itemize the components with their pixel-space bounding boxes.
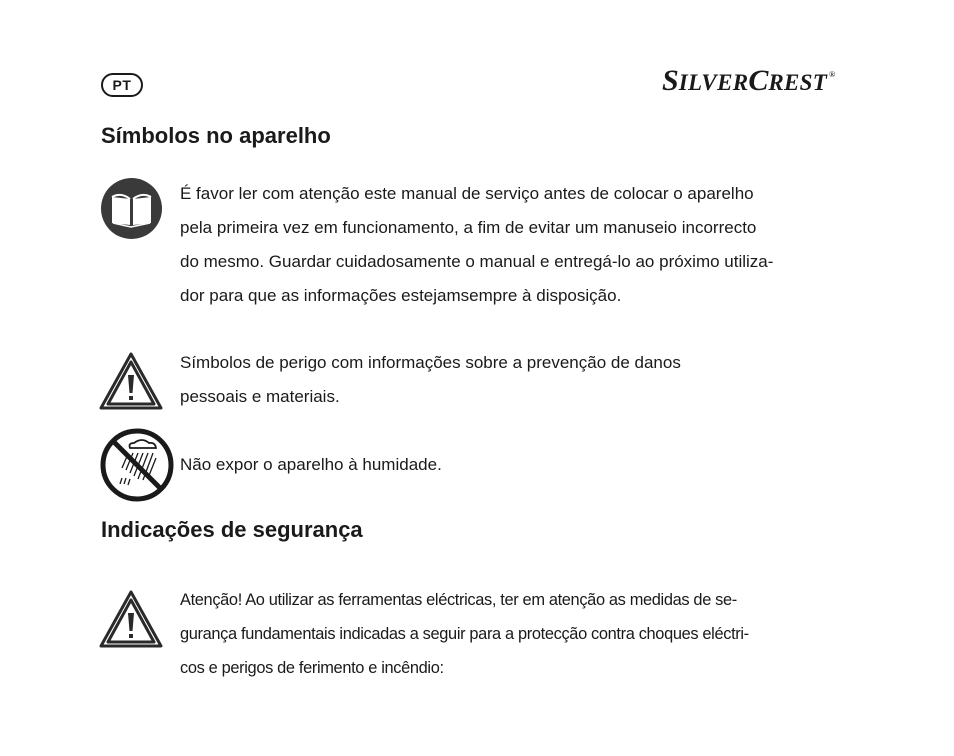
text-line: dor para que as informações estejamsempre à disposição. [180,286,622,305]
language-badge [101,73,143,97]
brand-logo [662,64,835,98]
paragraph-humidity [180,448,860,482]
brand-letter: S [662,64,679,97]
text-line: cos e perigos de ferimento e incêndio: [180,659,444,677]
warning-triangle-icon [99,351,163,411]
brand-text: ILVER [678,70,749,95]
brand-letter: C [748,64,769,97]
text-line: Não expor o aparelho à humidade. [180,455,442,474]
section-heading-symbols: Símbolos no aparelho [101,123,331,148]
text-line: Símbolos de perigo com informações sobre a prevenção de danos [180,353,681,372]
text-line: gurança fundamentais indicadas a seguir para a protecção contra choques eléctri- [180,625,749,643]
paragraph-manual [180,177,860,313]
registered-mark: ® [829,70,836,79]
language-badge-label: PT [112,77,132,93]
text-line: do mesmo. Guardar cuidadosamente o manual e entregá-lo ao próximo utiliza- [180,252,774,271]
brand-text: REST [768,70,828,95]
text-line: pela primeira vez em funcionamento, a fim de evitar um manuseio incorrecto [180,218,757,237]
text-line: pessoais e materiais. [180,387,340,406]
paragraph-danger-symbols [180,346,860,414]
warning-triangle-icon [99,589,163,649]
no-humidity-icon [100,428,176,502]
text-line: Atenção! Ao utilizar as ferramentas eléctricas, ter em atenção as medidas de se- [180,591,737,609]
book-icon [100,177,163,240]
text-line: É favor ler com atenção este manual de serviço antes de colocar o aparelho [180,184,754,203]
section-heading-safety: Indicações de segurança [101,517,363,542]
paragraph-safety-warning [180,583,860,685]
